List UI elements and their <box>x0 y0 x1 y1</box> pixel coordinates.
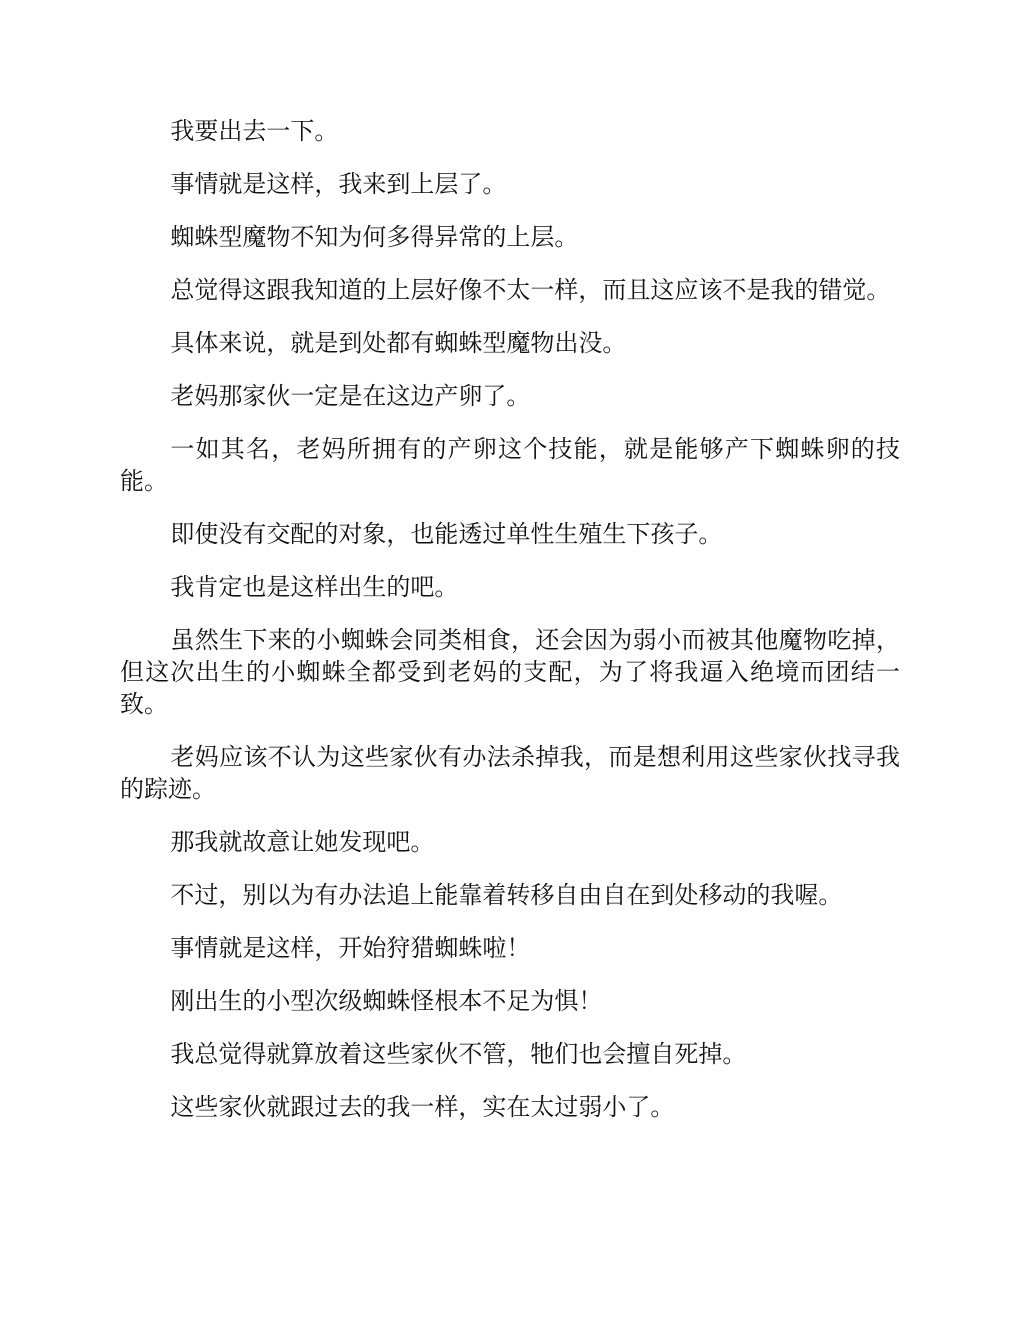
paragraph: 蜘蛛型魔物不知为何多得异常的上层。 <box>170 223 579 251</box>
paragraph: 这些家伙就跟过去的我一样，实在太过弱小了。 <box>170 1093 675 1121</box>
paragraph: 我要出去一下。 <box>170 117 339 145</box>
paragraph: 老妈那家伙一定是在这边产卵了。 <box>170 382 531 410</box>
paragraph: 刚出生的小型次级蜘蛛怪根本不足为惧！ <box>170 987 603 1015</box>
paragraph: 那我就故意让她发现吧。 <box>170 828 435 856</box>
paragraph: 虽然生下来的小蜘蛛会同类相食，还会因为弱小而被其他魔物吃掉，但这次出生的小蜘蛛全都受到老妈的支配，为了将我逼入绝境而团结一致。 <box>120 626 900 718</box>
paragraph: 具体来说，就是到处都有蜘蛛型魔物出没。 <box>170 329 627 357</box>
paragraph: 即使没有交配的对象，也能透过单性生殖生下孩子。 <box>170 520 723 548</box>
paragraph: 我肯定也是这样出生的吧。 <box>170 573 459 601</box>
paragraph: 事情就是这样，我来到上层了。 <box>170 170 507 198</box>
paragraph: 总觉得这跟我知道的上层好像不太一样，而且这应该不是我的错觉。 <box>170 276 891 304</box>
paragraph: 老妈应该不认为这些家伙有办法杀掉我，而是想利用这些家伙找寻我的踪迹。 <box>120 743 900 803</box>
paragraph: 事情就是这样，开始狩猎蜘蛛啦！ <box>170 934 531 962</box>
document-page <box>120 115 900 1144</box>
paragraph: 一如其名，老妈所拥有的产卵这个技能，就是能够产下蜘蛛卵的技能。 <box>120 435 900 495</box>
paragraph: 不过，别以为有办法追上能靠着转移自由自在到处移动的我喔。 <box>170 881 843 909</box>
paragraph: 我总觉得就算放着这些家伙不管，牠们也会擅自死掉。 <box>170 1040 747 1068</box>
